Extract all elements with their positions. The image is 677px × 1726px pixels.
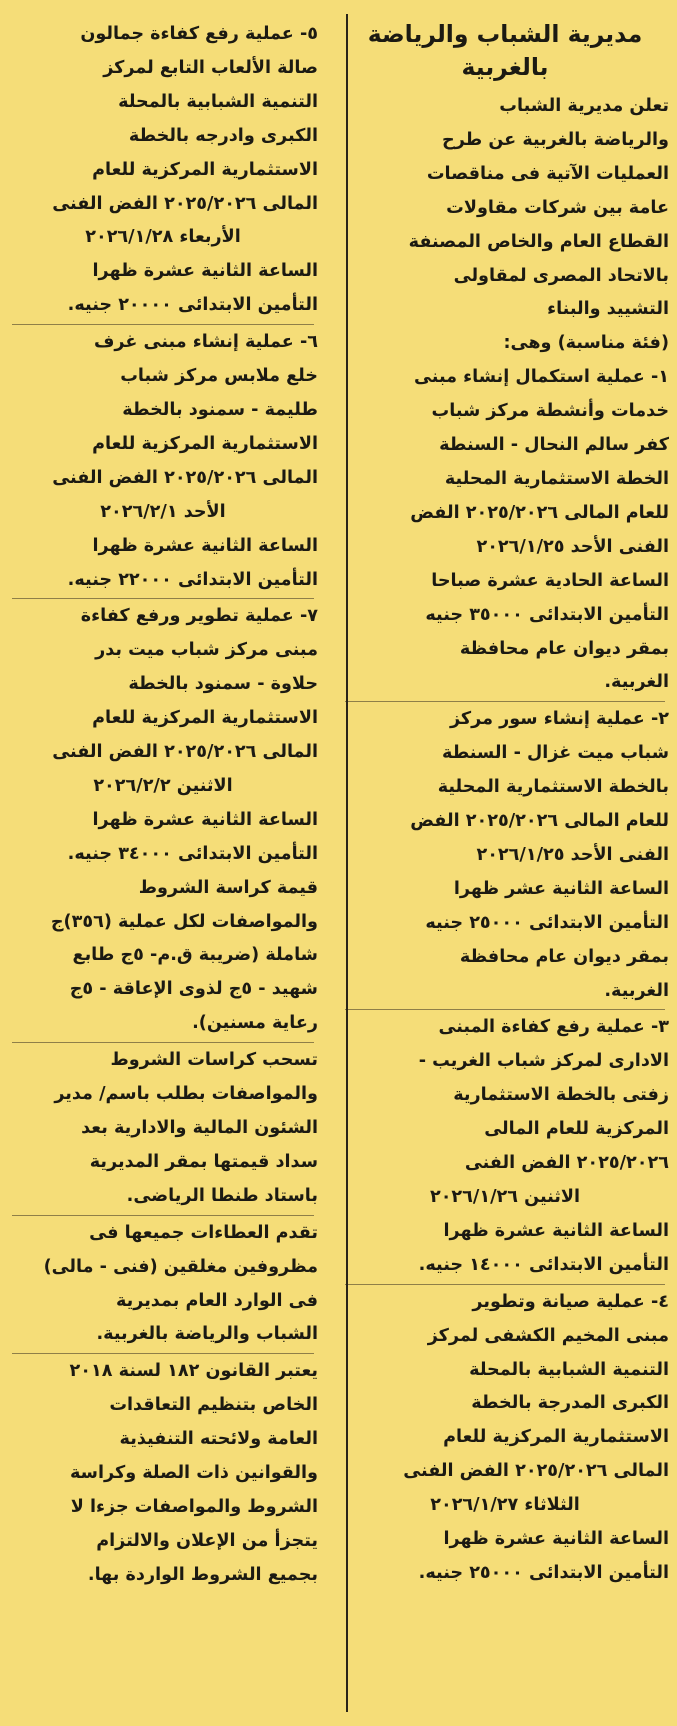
operation-line: الثلاثاء ٢٠٢٦/١/٢٧	[430, 1495, 580, 1516]
operation-line: التأمين الابتدائى ٢٠٠٠٠ جنيه.	[67, 295, 318, 316]
operation-line: التنمية الشبابية بالمحلة	[118, 91, 318, 112]
withdraw-line: والمواصفات بطلب باسم/ مدير	[54, 1084, 318, 1105]
operation-2	[341, 703, 669, 1008]
operation-line: التأمين الابتدائى ٣٥٠٠٠ جنيه	[425, 604, 669, 625]
column-divider	[346, 14, 348, 1712]
fees-line: شهيد - ٥ج لذوى الإعاقة - ٥ج	[69, 979, 318, 1000]
section-divider	[12, 598, 314, 599]
operation-line: بالخطة الاستثمارية المحلية	[437, 777, 669, 798]
operation-line: مبنى المخيم الكشفى لمركز	[427, 1325, 669, 1346]
fees-line: قيمة كراسة الشروط	[138, 877, 318, 898]
operation-line: زفتى بالخطة الاستثمارية	[453, 1085, 669, 1106]
operation-line: الأحد ٢٠٢٦/٢/١	[100, 501, 226, 522]
operation-line: الغربية.	[604, 672, 669, 693]
operation-line: المالى ٢٠٢٥/٢٠٢٦ الفض الفنى	[52, 742, 318, 763]
intro-line: والرياضة بالغربية عن طرح	[442, 129, 669, 150]
section-divider	[345, 1284, 665, 1285]
left-column	[8, 18, 318, 1593]
law-line: والقوانين ذات الصلة وكراسة	[70, 1463, 318, 1484]
operation-line: الاستثمارية المركزية للعام	[443, 1427, 669, 1448]
withdraw-line: باستاد طنطا الرياضى.	[126, 1185, 318, 1206]
submit-line: تقدم العطاءات جميعها فى	[89, 1222, 318, 1243]
operation-line: خدمات وأنشطة مركز شباب	[431, 401, 669, 422]
law-line: الشروط والمواصفات جزءا لا	[70, 1496, 318, 1517]
operation-line: ٧- عملية تطوير ورفع كفاءة	[80, 606, 318, 627]
operation-line: الفنى الأحد ٢٠٢٦/١/٢٥	[476, 536, 669, 557]
operation-line: ٤- عملية صيانة وتطوير	[472, 1291, 669, 1312]
law-clause	[8, 1355, 318, 1592]
bid-submission	[8, 1217, 318, 1353]
intro-paragraph	[341, 90, 669, 361]
operation-5	[8, 18, 318, 323]
intro-line: تعلن مديرية الشباب	[499, 96, 669, 116]
withdraw-line: سداد قيمتها بمقر المديرية	[89, 1151, 318, 1172]
operation-4	[341, 1286, 669, 1591]
operation-line: صالة الألعاب التابع لمركز	[103, 57, 318, 78]
operation-line: الساعة الثانية عشرة ظهرا	[92, 535, 318, 556]
operation-line: الساعة الثانية عشرة ظهرا	[443, 1529, 669, 1550]
operation-line: الأربعاء ٢٠٢٦/١/٢٨	[85, 227, 241, 248]
section-divider	[12, 1042, 314, 1043]
operation-line: الغربية.	[604, 980, 669, 1001]
section-divider	[345, 701, 665, 702]
fees-line: والمواصفات لكل عملية (٣٥٦)ج	[50, 911, 318, 932]
section-divider	[345, 1009, 665, 1010]
law-line: الخاص بتنظيم التعاقدات	[109, 1395, 318, 1416]
intro-line: العمليات الآتية فى مناقصات	[426, 163, 669, 184]
heading-line: مديرية الشباب والرياضة	[367, 20, 643, 48]
intro-line: بالاتحاد المصرى لمقاولى	[453, 265, 669, 286]
operation-line: الكبرى وادرجه بالخطة	[128, 125, 318, 146]
law-line: يعتبر القانون ١٨٢ لسنة ٢٠١٨	[69, 1361, 318, 1382]
operation-line: الاثنين ٢٠٢٦/٢/٢	[93, 775, 233, 796]
booklet-withdrawal	[8, 1044, 318, 1214]
operation-3	[341, 1011, 669, 1282]
operation-7	[8, 600, 318, 871]
operation-line: الاستثمارية المركزية للعام	[92, 708, 318, 729]
law-line: العامة ولائحته التنفيذية	[119, 1429, 318, 1450]
section-divider	[12, 1215, 314, 1216]
operation-line: التأمين الابتدائى ٢٢٠٠٠ جنيه.	[67, 569, 318, 590]
operation-line: خلع ملابس مركز شباب	[120, 366, 318, 387]
operation-line: للعام المالى ٢٠٢٥/٢٠٢٦ الفض	[410, 811, 669, 832]
operation-line: ٢٠٢٥/٢٠٢٦ الفض الفنى	[464, 1153, 669, 1174]
operation-line: الاستثمارية المركزية للعام	[92, 159, 318, 180]
submit-line: الشباب والرياضة بالغربية.	[96, 1324, 318, 1345]
operation-line: ٦- عملية إنشاء مبنى غرف	[94, 332, 318, 353]
intro-line: (فئة مناسبة) وهى:	[503, 333, 669, 354]
submit-line: فى الوارد العام بمديرية	[115, 1290, 318, 1311]
announcement-heading	[341, 18, 669, 84]
operation-line: الساعة الثانية عشرة ظهرا	[92, 809, 318, 830]
operation-line: الادارى لمركز شباب الغريب -	[418, 1051, 669, 1072]
law-line: يتجزأ من الإعلان والالتزام	[96, 1530, 318, 1551]
operation-line: الساعة الثانية عشر ظهرا	[453, 878, 669, 899]
operation-line: الاثنين ٢٠٢٦/١/٢٦	[429, 1187, 581, 1207]
operation-1	[341, 361, 669, 700]
operation-line: المالى ٢٠٢٥/٢٠٢٦ الفض الفنى	[52, 193, 318, 214]
heading-line: بالغربية	[461, 53, 549, 81]
operation-line: الكبرى المدرجة بالخطة	[471, 1393, 669, 1414]
operation-line: التنمية الشبابية بالمحلة	[469, 1359, 669, 1380]
intro-line: عامة بين شركات مقاولات	[446, 197, 669, 218]
operation-line: الساعة الحادية عشرة صباحا	[431, 570, 669, 591]
operation-6	[8, 326, 318, 597]
operation-line: كفر سالم النحال - السنطة	[439, 435, 669, 456]
operation-line: الفنى الأحد ٢٠٢٦/١/٢٥	[476, 844, 669, 865]
operation-line: الخطة الاستثمارية المحلية	[444, 468, 669, 489]
operation-line: التأمين الابتدائى ٢٥٠٠٠ جنيه.	[418, 1562, 669, 1583]
booklet-fees	[8, 872, 318, 1042]
operation-line: التأمين الابتدائى ١٤٠٠٠ جنيه.	[418, 1254, 669, 1275]
intro-line: القطاع العام والخاص المصنفة	[408, 231, 669, 252]
withdraw-line: تسحب كراسات الشروط	[110, 1050, 318, 1071]
operation-line: المالى ٢٠٢٥/٢٠٢٦ الفض الفنى	[403, 1461, 669, 1482]
operation-line: حلاوة - سمنود بالخطة	[128, 674, 318, 695]
operation-line: الاستثمارية المركزية للعام	[92, 433, 318, 454]
section-divider	[12, 1353, 314, 1354]
operation-line: بمقر ديوان عام محافظة	[459, 638, 669, 659]
operation-line: للعام المالى ٢٠٢٥/٢٠٢٦ الفض	[410, 502, 669, 523]
section-divider	[12, 324, 314, 325]
operation-line: التأمين الابتدائى ٢٥٠٠٠ جنيه	[425, 912, 669, 933]
operation-line: ١- عملية استكمال إنشاء مبنى	[413, 367, 669, 388]
operation-line: شباب ميت غزال - السنطة	[441, 743, 669, 764]
law-line: بجميع الشروط الواردة بها.	[87, 1564, 318, 1585]
operation-line: ٥- عملية رفع كفاءة جمالون	[80, 24, 318, 44]
operation-line: بمقر ديوان عام محافظة	[459, 946, 669, 967]
operation-line: المالى ٢٠٢٥/٢٠٢٦ الفض الفنى	[52, 467, 318, 488]
fees-line: شاملة (ضريبة ق.م- ٥ج طابع	[72, 945, 318, 966]
operation-line: ٢- عملية إنشاء سور مركز	[449, 709, 669, 730]
operation-line: ٣- عملية رفع كفاءة المبنى	[438, 1017, 669, 1038]
right-column	[341, 18, 669, 1591]
operation-line: الساعة الثانية عشرة ظهرا	[92, 261, 318, 282]
fees-line: رعاية مسنين).	[192, 1013, 318, 1034]
submit-line: مظروفين مغلقين (فنى - مالى)	[43, 1256, 318, 1277]
operation-line: التأمين الابتدائى ٣٤٠٠٠ جنيه.	[67, 843, 318, 864]
intro-line: التشييد والبناء	[547, 299, 669, 320]
withdraw-line: الشئون المالية والادارية بعد	[81, 1118, 318, 1138]
operation-line: المركزية للعام المالى	[484, 1119, 669, 1140]
operation-line: طليمة - سمنود بالخطة	[122, 399, 318, 420]
operation-line: مبنى مركز شباب ميت بدر	[95, 640, 318, 661]
operation-line: الساعة الثانية عشرة ظهرا	[443, 1220, 669, 1241]
